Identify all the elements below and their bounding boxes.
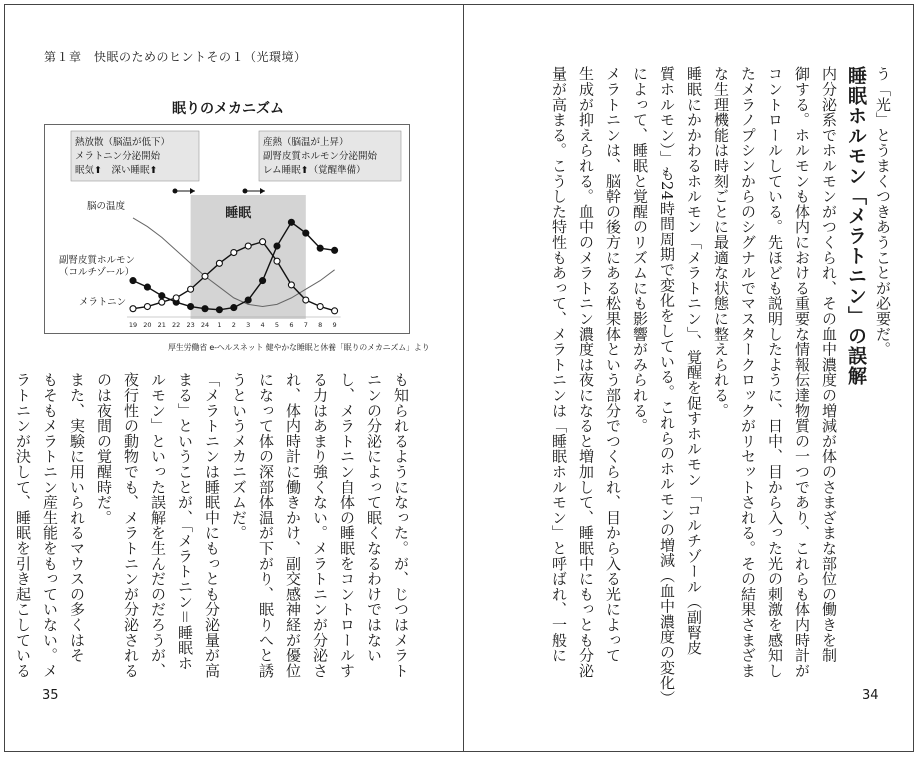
body-line: 生成が抑えられる。血中のメラトニン濃度は夜になると増加して、睡眠中にもっとも分泌: [577, 66, 595, 678]
annotation-text: 副腎皮質ホルモン分泌開始: [263, 151, 378, 162]
x-tick-label: 5: [274, 321, 280, 329]
series-label: 脳の温度: [87, 201, 126, 212]
data-point: [202, 306, 208, 312]
x-tick-label: 1: [217, 321, 222, 329]
x-tick-label: 21: [157, 321, 166, 329]
data-point: [317, 245, 323, 251]
chart-canvas: [45, 125, 411, 335]
body-line: 内分泌系でホルモンがつくられ、その血中濃度の増減が体のさまざまな部位の働きを制: [820, 66, 838, 663]
body-line: もそもメラトニン産生能をもっていない。メ: [41, 372, 59, 678]
data-point: [288, 219, 294, 225]
section-heading: 睡眠ホルモン「メラトニン」の誤解: [845, 66, 867, 386]
data-point: [274, 258, 280, 264]
data-point: [332, 247, 338, 253]
body-line: 御する。ホルモンも体内における重要な情報伝達物質の一つであり、これらも体内時計が: [793, 66, 811, 678]
data-point: [260, 239, 266, 245]
annotation-text: 産熱（脳温が上昇）: [263, 137, 349, 148]
data-point: [188, 286, 194, 292]
series-label: 副腎皮質ホルモン: [59, 255, 136, 266]
body-line: れ、体内時計に働きかけ、副交感神経が優位: [284, 372, 302, 678]
body-line: また、実験に用いられるマウスの多くはそ: [68, 372, 86, 663]
data-point: [231, 250, 237, 256]
x-tick-label: 2: [231, 321, 236, 329]
x-tick-label: 8: [318, 321, 323, 329]
arrow-head: [260, 188, 265, 194]
body-line: ルモン」といった誤解を生んだのだろうが、: [149, 372, 167, 678]
data-point: [317, 304, 323, 310]
annotation-text: メラトニン分泌開始: [75, 151, 161, 162]
x-tick-label: 9: [332, 321, 337, 329]
sleep-band-label: 睡眠: [225, 206, 252, 221]
data-point: [260, 278, 266, 284]
annotation-text: 眠気⬆ 深い睡眠⬆: [75, 165, 158, 176]
sleep-mechanism-chart: [44, 124, 410, 334]
data-point: [274, 243, 280, 249]
body-line: まる」ということが、「メラトニン＝睡眠ホ: [176, 372, 194, 671]
body-line: も知られるようになった。が、じつはメラト: [392, 372, 410, 678]
data-point: [231, 305, 237, 311]
x-tick-label: 6: [289, 321, 294, 329]
data-point: [332, 308, 338, 314]
x-tick-label: 7: [303, 321, 308, 329]
data-point: [245, 297, 251, 303]
body-line: 量が高まる。こうした特性もあって、メラトニンは「睡眠ホルモン」と呼ばれ、一般に: [550, 66, 568, 663]
annotation-text: レム睡眠⬆（覚醒準備）: [263, 165, 366, 176]
body-line: たメラノプシンからのシグナルでマスタークロックがリセットされる。その結果さまざま: [739, 66, 757, 678]
figure-credit: 厚生労働省 e-ヘルスネット 健やかな睡眠と休養「眠りのメカニズム」より: [168, 343, 430, 352]
body-line: ニンの分泌によって眠くなるわけではない: [365, 372, 383, 663]
body-line: になって体の深部体温が下がり、眠りへと誘: [257, 372, 275, 678]
data-point: [130, 278, 136, 284]
page-number-right: 34: [862, 688, 879, 703]
body-line: ラトニンが決して、睡眠を引き起こしている: [14, 372, 32, 678]
running-head: 第１章 快眠のためのヒントその１（光環境）: [44, 50, 307, 64]
data-point: [303, 297, 309, 303]
x-tick-label: 3: [246, 321, 251, 329]
series-label: （コルチゾール）: [59, 267, 135, 278]
body-line: る力はあまり強くない。メラトニンが分泌さ: [311, 372, 329, 678]
data-point: [188, 304, 194, 310]
body-line: な生理機能は時刻ごとに最適な状態に整えられる。: [712, 66, 730, 418]
body-line: し、メラトニン自体の睡眠をコントロールす: [338, 372, 356, 678]
body-line: 睡眠にかかわるホルモン「メラトニン」、覚醒を促すホルモン「コルチゾール（副腎皮: [685, 66, 703, 656]
data-point: [288, 282, 294, 288]
body-line: メラトニンは、脳幹の後方にある松果体という部分でつくられ、目から入る光によって: [604, 66, 622, 663]
figure-title: 眠りのメカニズム: [172, 101, 284, 117]
body-line: のは夜間の覚醒時だ。: [95, 372, 113, 525]
data-point: [216, 307, 222, 313]
x-tick-label: 19: [128, 321, 138, 329]
x-tick-label: 4: [260, 321, 265, 329]
series-label: メラトニン: [79, 297, 127, 308]
data-point: [159, 293, 165, 299]
data-point: [144, 304, 150, 310]
x-tick-label: 23: [186, 321, 195, 329]
body-line: コントロールしている。先ほども説明したように、日中、目から入った光の刺激を感知し: [766, 66, 784, 678]
data-point: [245, 243, 251, 249]
body-line: うというメカニズムだ。: [230, 372, 248, 541]
data-point: [202, 273, 208, 279]
data-point: [144, 284, 150, 290]
data-point: [130, 306, 136, 312]
data-point: [173, 295, 179, 301]
page-number-left: 35: [42, 688, 59, 703]
page-gutter: [463, 5, 464, 751]
body-line: 夜行性の動物でも、メラトニンが分泌される: [122, 372, 140, 678]
x-tick-label: 24: [200, 321, 210, 329]
body-line: う「光」とうまくつきあうことが必要だ。: [874, 66, 892, 357]
data-point: [303, 230, 309, 236]
x-tick-label: 20: [143, 321, 152, 329]
body-line: によって、睡眠と覚醒のリズムにも影響がみられる。: [631, 66, 649, 434]
data-point: [216, 260, 222, 266]
data-point: [159, 299, 165, 305]
body-line: 「メラトニンは睡眠中にもっとも分泌量が高: [203, 372, 221, 678]
x-tick-label: 22: [172, 321, 181, 329]
annotation-text: 熱放散（脳温が低下）: [75, 137, 171, 148]
body-line: 質ホルモン）」も24時間周期で変化をしている。これらのホルモンの増減（血中濃度の変化）: [658, 66, 676, 706]
arrow-head: [190, 188, 195, 194]
left-body-text: [14, 372, 414, 678]
